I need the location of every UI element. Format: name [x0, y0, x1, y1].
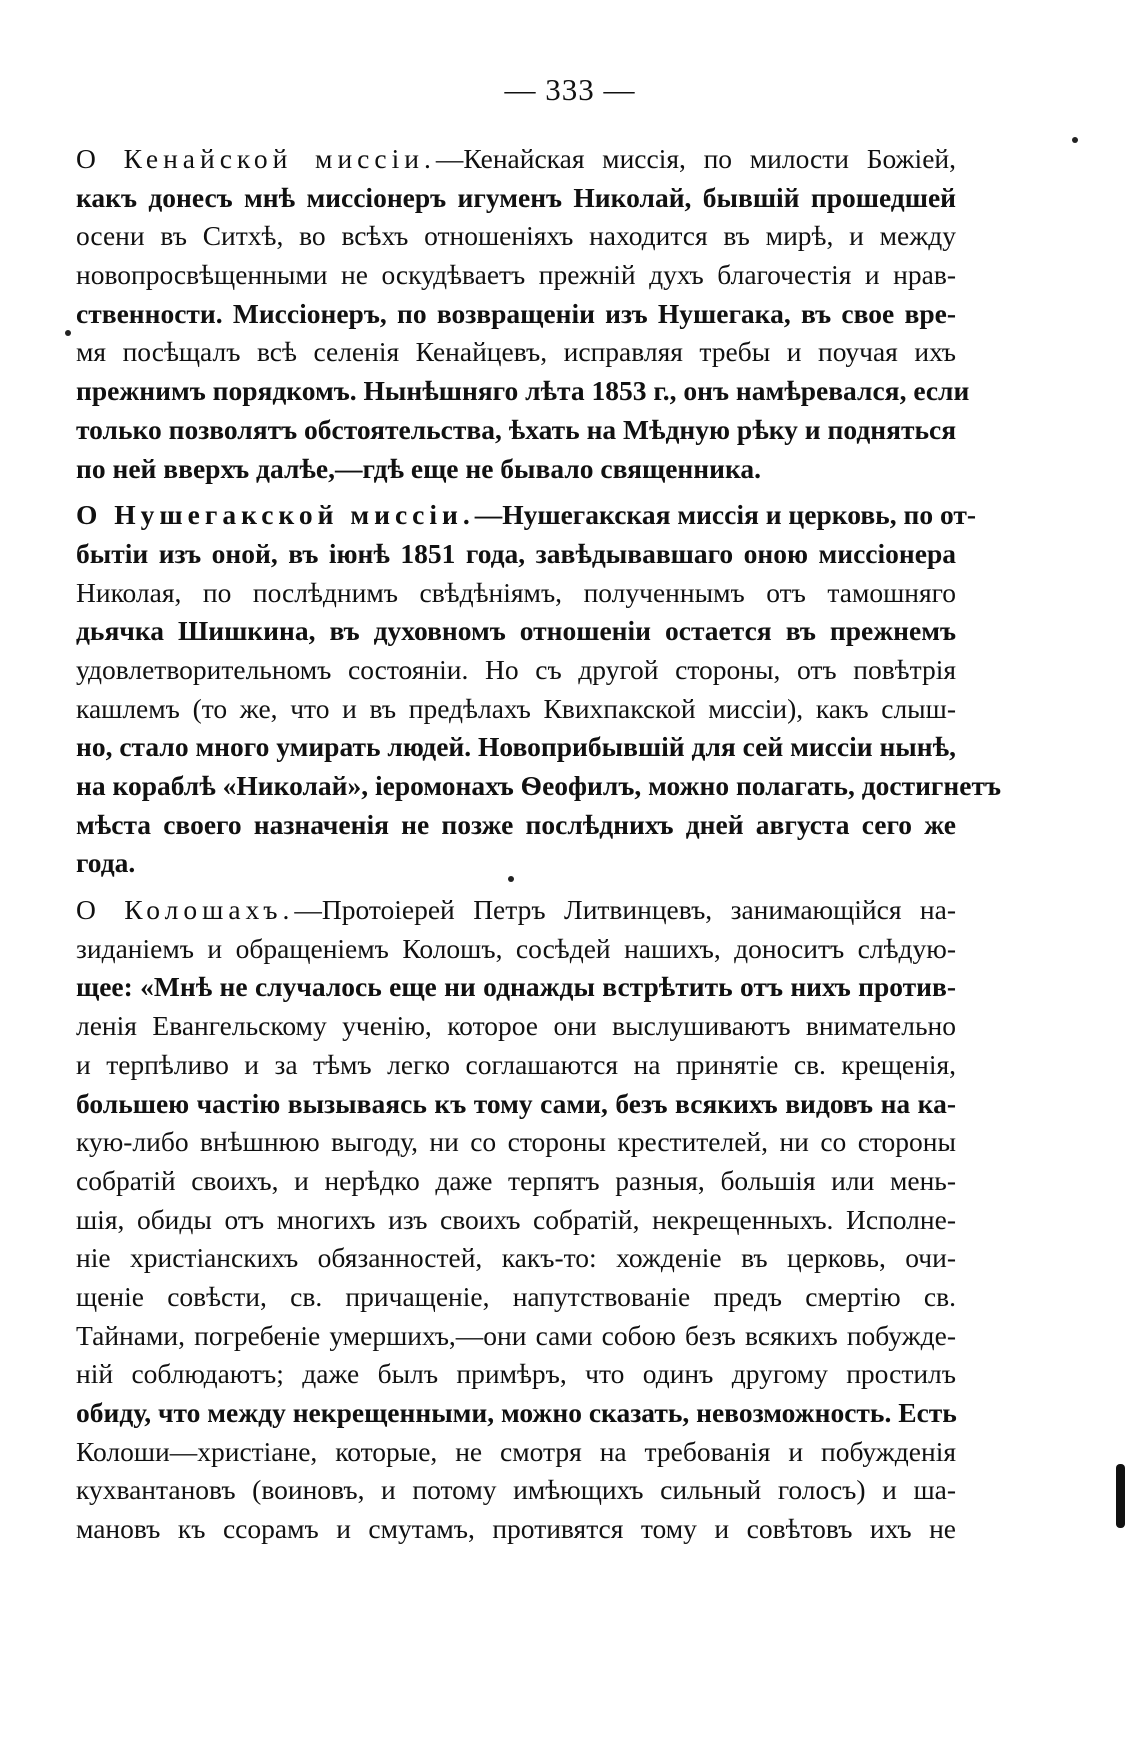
text-line	[76, 891, 956, 930]
text-line: кую-либо внѣшнюю выгоду, ни со стороны крестителей, ни со стороны	[76, 1126, 956, 1158]
section-heading: О Колошахъ.	[76, 894, 295, 926]
text-line: мя посѣщалъ всѣ селенія Кенайцевъ, исправляя требы и поучая ихъ	[76, 336, 956, 368]
paragraph-kenai-mission	[76, 140, 970, 488]
text-line: прежнимъ порядкомъ. Нынѣшняго лѣта 1853 г., онъ намѣревался, если	[76, 375, 970, 407]
text-line: только позволятъ обстоятельства, ѣхать на Мѣдную рѣку и подняться	[76, 413, 957, 445]
text-line: удовлетворительномъ состояніи. Но съ другой стороны, отъ повѣтрія	[76, 653, 956, 685]
scan-speck	[508, 876, 514, 882]
text-line: какъ донесъ мнѣ миссіонеръ игуменъ Николай, бывшій прошедшей	[76, 181, 956, 213]
text-line: ніе христіанскихъ обязанностей, какъ-то: хожденіе въ церковь, очи-	[76, 1242, 956, 1274]
scan-speck	[1072, 137, 1078, 143]
line-text: —Кенайская миссія, по милости Божіей,	[435, 143, 956, 174]
text-line: Колоши—христіане, которые, не смотря на требованія и побужденія	[76, 1435, 956, 1467]
text-line: мѣста своего назначенія не позже послѣднихъ дней августа сего же	[76, 808, 956, 840]
line-text: —Нушегакская миссія и церковь, по от-	[474, 499, 976, 531]
text-line: Тайнами, погребеніе умершихъ,—они сами собою безъ всякихъ побужде-	[76, 1319, 956, 1351]
text-line: ній соблюдаютъ; даже былъ примѣръ, что одинъ другому простилъ	[76, 1358, 956, 1390]
text-line: на кораблѣ «Николай», іеромонахъ Ѳеофилъ, можно полагать, достигнетъ	[76, 770, 1001, 801]
page-number: — 333 —	[504, 72, 636, 107]
text-line: дьячка Шишкина, въ духовномъ отношеніи остается въ прежнемъ	[76, 615, 956, 647]
text-line: новопросвѣщенными не оскудѣваетъ прежній духъ благочестія и нрав-	[76, 259, 956, 291]
text-line: щеніе совѣсти, св. причащеніе, напутствованіе предъ смертію св.	[76, 1280, 956, 1312]
text-line	[76, 496, 976, 535]
paragraph-koloshi	[76, 891, 956, 1549]
section-heading: О Кенайской миссіи.	[76, 143, 436, 174]
text-line: зиданіемъ и обращеніемъ Колошъ, сосѣдей нашихъ, доноситъ слѣдую-	[76, 932, 956, 964]
scan-speck	[65, 330, 71, 336]
text-line: кашлемъ (то же, что и въ предѣлахъ Квихпакской миссіи), какъ слыш-	[76, 692, 956, 724]
text-line: Николая, по послѣднимъ свѣдѣніямъ, полученнымъ отъ тамошняго	[76, 576, 956, 608]
text-line: осени въ Ситхѣ, во всѣхъ отношеніяхъ находится въ мирѣ, и между	[76, 220, 956, 252]
text-line: кухвантановъ (воиновъ, и потому имѣющихъ сильный голосъ) и ша-	[76, 1474, 956, 1506]
text-line: шія, обиды отъ многихъ изъ своихъ собратій, некрещенныхъ. Исполне-	[76, 1203, 956, 1235]
text-line: обиду, что между некрещенными, можно сказать, невозможность. Есть	[76, 1397, 957, 1428]
text-line: мановъ къ ссорамъ и смутамъ, противятся тому и совѣтовъ ихъ не	[76, 1513, 956, 1545]
text-line: собратій своихъ, и нерѣдко даже терпятъ разныя, большія или мень-	[76, 1164, 956, 1196]
text-line: большею частію вызываясь къ тому сами, безъ всякихъ видовъ на ка-	[76, 1087, 956, 1119]
section-heading: О Нушегакской миссіи.	[76, 499, 475, 531]
text-line: по ней вверхъ далѣе,—гдѣ еще не бывало священника.	[76, 452, 762, 484]
text-line: щее: «Мнѣ не случалось еще ни однажды встрѣтить отъ нихъ против-	[76, 971, 956, 1003]
text-line: ственности. Миссіонеръ, по возвращеніи изъ Нушегака, въ свое вре-	[76, 297, 956, 329]
text-line	[76, 140, 956, 179]
text-line: бытіи изъ оной, въ іюнѣ 1851 года, завѣдывавшаго оною миссіонера	[76, 537, 956, 569]
scan-mark	[1116, 1464, 1125, 1528]
text-line: и терпѣливо и за тѣмъ легко соглашаются на принятіе св. крещенія,	[76, 1048, 956, 1080]
paragraph-nushegak-mission	[76, 496, 1001, 883]
text-line: года.	[76, 847, 136, 879]
text-line: ленія Евангельскому ученію, которое они выслушиваютъ внимательно	[76, 1010, 956, 1042]
text-line: но, стало много умирать людей. Новоприбывшій для сей миссіи нынѣ,	[76, 731, 956, 763]
line-text: —Протоіерей Петръ Литвинцевъ, занимающійся на-	[294, 894, 956, 926]
body-text	[76, 140, 1001, 1549]
